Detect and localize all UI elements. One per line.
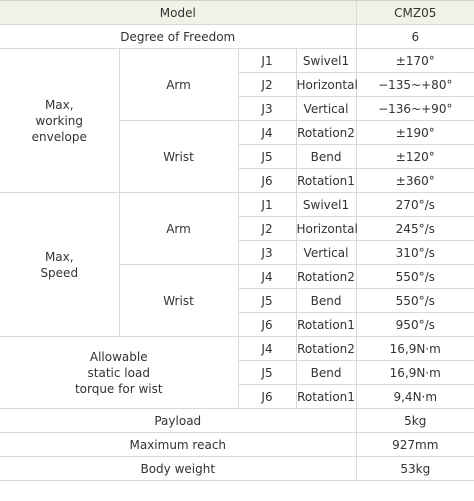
- model-header: Model: [0, 1, 356, 25]
- header-row: [0, 1, 474, 25]
- model-value: CMZ05: [356, 1, 474, 25]
- value-cell: 9,4N·m: [356, 385, 474, 409]
- envelope-group-label: Max, working envelope: [0, 49, 119, 193]
- envelope-wrist-label: Wrist: [119, 121, 238, 193]
- value-cell: −135~+80°: [356, 73, 474, 97]
- weight-label: Body weight: [0, 457, 356, 481]
- envelope-arm-label: Arm: [119, 49, 238, 121]
- axis-cell: Bend: [296, 361, 356, 385]
- axis-cell: Swivel1: [296, 193, 356, 217]
- joint-cell: J5: [238, 361, 296, 385]
- value-cell: 550°/s: [356, 265, 474, 289]
- value-cell: 550°/s: [356, 289, 474, 313]
- payload-label: Payload: [0, 409, 356, 433]
- axis-cell: Rotation2: [296, 265, 356, 289]
- axis-cell: Swivel1: [296, 49, 356, 73]
- value-cell: ±170°: [356, 49, 474, 73]
- joint-cell: J5: [238, 145, 296, 169]
- value-cell: 245°/s: [356, 217, 474, 241]
- value-cell: 16,9N·m: [356, 337, 474, 361]
- axis-cell: Horizontal: [296, 73, 356, 97]
- axis-cell: Rotation1: [296, 385, 356, 409]
- axis-cell: Rotation1: [296, 313, 356, 337]
- joint-cell: J5: [238, 289, 296, 313]
- axis-cell: Rotation2: [296, 337, 356, 361]
- axis-cell: Bend: [296, 145, 356, 169]
- torque-group-label: Allowable static load torque for wist: [0, 337, 238, 409]
- joint-cell: J6: [238, 313, 296, 337]
- weight-value: 53kg: [356, 457, 474, 481]
- joint-cell: J3: [238, 241, 296, 265]
- joint-cell: J6: [238, 169, 296, 193]
- value-cell: ±360°: [356, 169, 474, 193]
- reach-value: 927mm: [356, 433, 474, 457]
- table-row: [0, 193, 474, 217]
- speed-group-label: Max, Speed: [0, 193, 119, 337]
- joint-cell: J4: [238, 121, 296, 145]
- axis-cell: Horizontal: [296, 217, 356, 241]
- joint-cell: J3: [238, 97, 296, 121]
- speed-wrist-label: Wrist: [119, 265, 238, 337]
- weight-row: [0, 457, 474, 481]
- value-cell: 950°/s: [356, 313, 474, 337]
- dof-value: 6: [356, 25, 474, 49]
- dof-row: [0, 25, 474, 49]
- axis-cell: Rotation1: [296, 169, 356, 193]
- reach-label: Maximum reach: [0, 433, 356, 457]
- payload-value: 5kg: [356, 409, 474, 433]
- speed-arm-label: Arm: [119, 193, 238, 265]
- value-cell: ±190°: [356, 121, 474, 145]
- value-cell: ±120°: [356, 145, 474, 169]
- joint-cell: J2: [238, 73, 296, 97]
- joint-cell: J1: [238, 193, 296, 217]
- table-row: [0, 49, 474, 73]
- axis-cell: Bend: [296, 289, 356, 313]
- joint-cell: J2: [238, 217, 296, 241]
- value-cell: 310°/s: [356, 241, 474, 265]
- joint-cell: J6: [238, 385, 296, 409]
- dof-label: Degree of Freedom: [0, 25, 356, 49]
- joint-cell: J4: [238, 265, 296, 289]
- value-cell: 270°/s: [356, 193, 474, 217]
- joint-cell: J4: [238, 337, 296, 361]
- payload-row: [0, 409, 474, 433]
- table-row: [0, 337, 474, 361]
- axis-cell: Rotation2: [296, 121, 356, 145]
- joint-cell: J1: [238, 49, 296, 73]
- axis-cell: Vertical: [296, 97, 356, 121]
- axis-cell: Vertical: [296, 241, 356, 265]
- reach-row: [0, 433, 474, 457]
- value-cell: −136~+90°: [356, 97, 474, 121]
- value-cell: 16,9N·m: [356, 361, 474, 385]
